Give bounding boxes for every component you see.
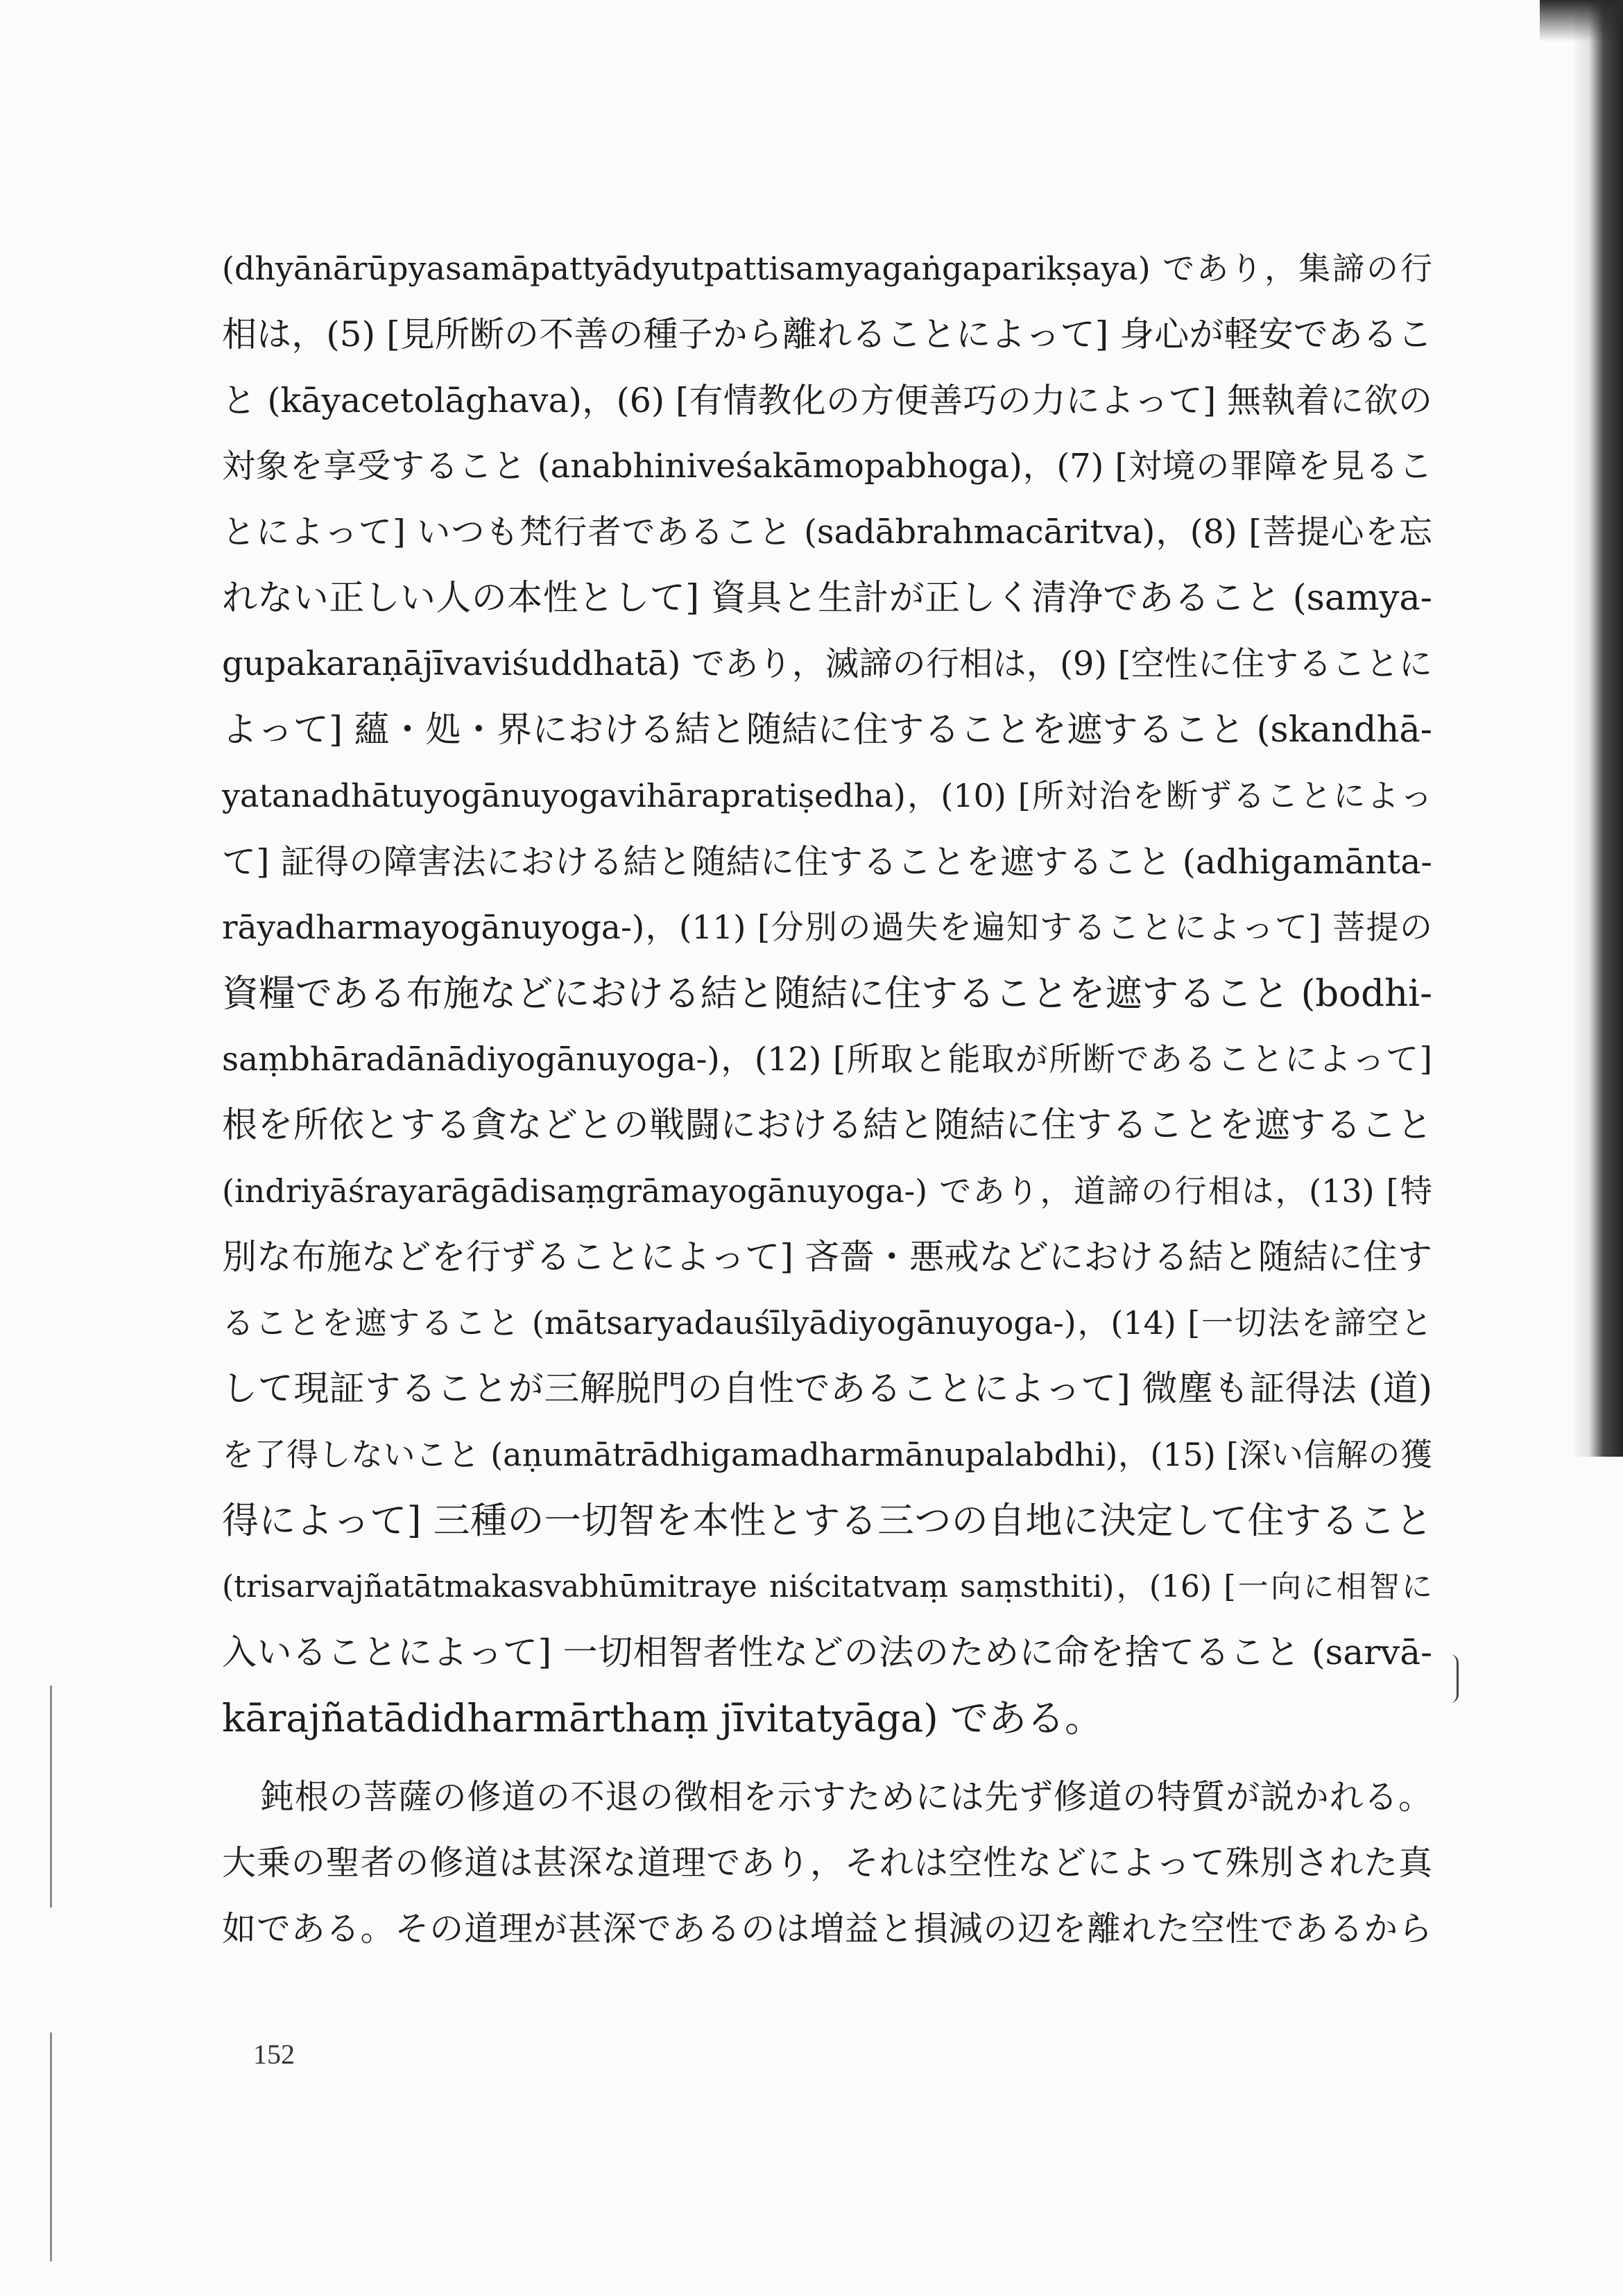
text-line: rāyadharmayogānuyoga-)，(11) [分別の過失を遍知することによって] 菩提の (222, 909, 1432, 947)
text-line: を了得しないこと (aṇumātrādhigamadharmānupalabdhi)，(15) [深い信解の獲 (222, 1436, 1432, 1473)
text-line: れない正しい人の本性として] 資具と生計が正しく清浄であること (samya- (222, 578, 1432, 619)
text-line: 大乗の聖者の修道は甚深な道理であり，それは空性などによって殊別された真 (222, 1843, 1432, 1883)
text-line: て] 証得の障害法における結と随結に住することを遮すること (adhigamānta- (222, 842, 1432, 882)
text-line: 如である。その道理が甚深であるのは増益と損減の辺を離れた空性であるから (222, 1909, 1432, 1948)
text-line: と (kāyacetolāghava)，(6) [有情教化の方便善巧の力によって] 無執着に欲の (222, 381, 1432, 420)
text-line: 別な布施などを行ずることによって] 吝嗇・悪戒などにおける結と随結に住す (222, 1237, 1432, 1277)
text-line: 入いることによって] 一切相智者性などの法のために命を捨てること (sarvā- (222, 1632, 1432, 1672)
text-line: (indriyāśrayarāgādisaṃgrāmayogānuyoga-) であり，道諦の行相は，(13) [特 (222, 1172, 1432, 1210)
text-line: して現証することが三解脱門の自性であることによって] 微塵も証得法 (道) (222, 1369, 1432, 1410)
text-line: gupakaraṇājīvaviśuddhatā) であり，滅諦の行相は，(9) [空性に住することに (222, 644, 1432, 683)
margin-scan-mark (50, 2032, 52, 2261)
page-edge-shadow (1574, 0, 1623, 1457)
text-line: ることを遮すること (mātsaryadauśīlyādiyogānuyoga-)，(14) [一切法を諦空と (222, 1304, 1432, 1342)
page-corner-shadow (1540, 0, 1623, 42)
text-line: 根を所依とする貪などとの戦闘における結と随結に住することを遮すること (222, 1105, 1432, 1146)
text-line: よって] 蘊・処・界における結と随結に住することを遮すること (skandhā- (222, 710, 1432, 751)
text-line: 得によって] 三種の一切智を本性とする三つの自地に決定して住すること (222, 1500, 1432, 1542)
body-text (222, 236, 1432, 1962)
text-line: yatanadhātuyogānuyogavihārapratiṣedha)，(10) [所対治を断ずることによっ (222, 777, 1432, 814)
text-line: kārajñatādidharmārthaṃ jīvitatyāga) である。 (222, 1696, 1104, 1740)
text-line: saṃbhāradānādiyogānuyoga-)，(12) [所取と能取が所断であることによって] (222, 1040, 1432, 1079)
text-line: 資糧である布施などにおける結と随結に住することを遮すること (bodhi- (222, 973, 1432, 1015)
text-line: 相は，(5) [見所断の不善の種子から離れることによって] 身心が軽安であるこ (222, 314, 1432, 354)
margin-scan-mark (50, 1686, 52, 1908)
margin-bracket-mark (1448, 1654, 1459, 1703)
text-line: とによって] いつも梵行者であること (sadābrahmacāritva)，(8) [菩提心を忘 (222, 513, 1432, 551)
page-number: 152 (253, 2039, 295, 2070)
text-line: 鈍根の菩薩の修道の不退の徴相を示すためには先ず修道の特質が説かれる。 (260, 1777, 1432, 1817)
text-line: (trisarvajñatātmakasvabhūmitraye niścitatvaṃ saṃsthiti)，(16) [一向に相智に (222, 1569, 1432, 1604)
text-line: (dhyānārūpyasamāpattyādyutpattisamyagaṅgaparikṣaya) であり，集諦の行 (222, 250, 1432, 287)
text-line: 対象を享受すること (anabhiniveśakāmopabhoga)，(7) [対境の罪障を見るこ (222, 447, 1432, 486)
